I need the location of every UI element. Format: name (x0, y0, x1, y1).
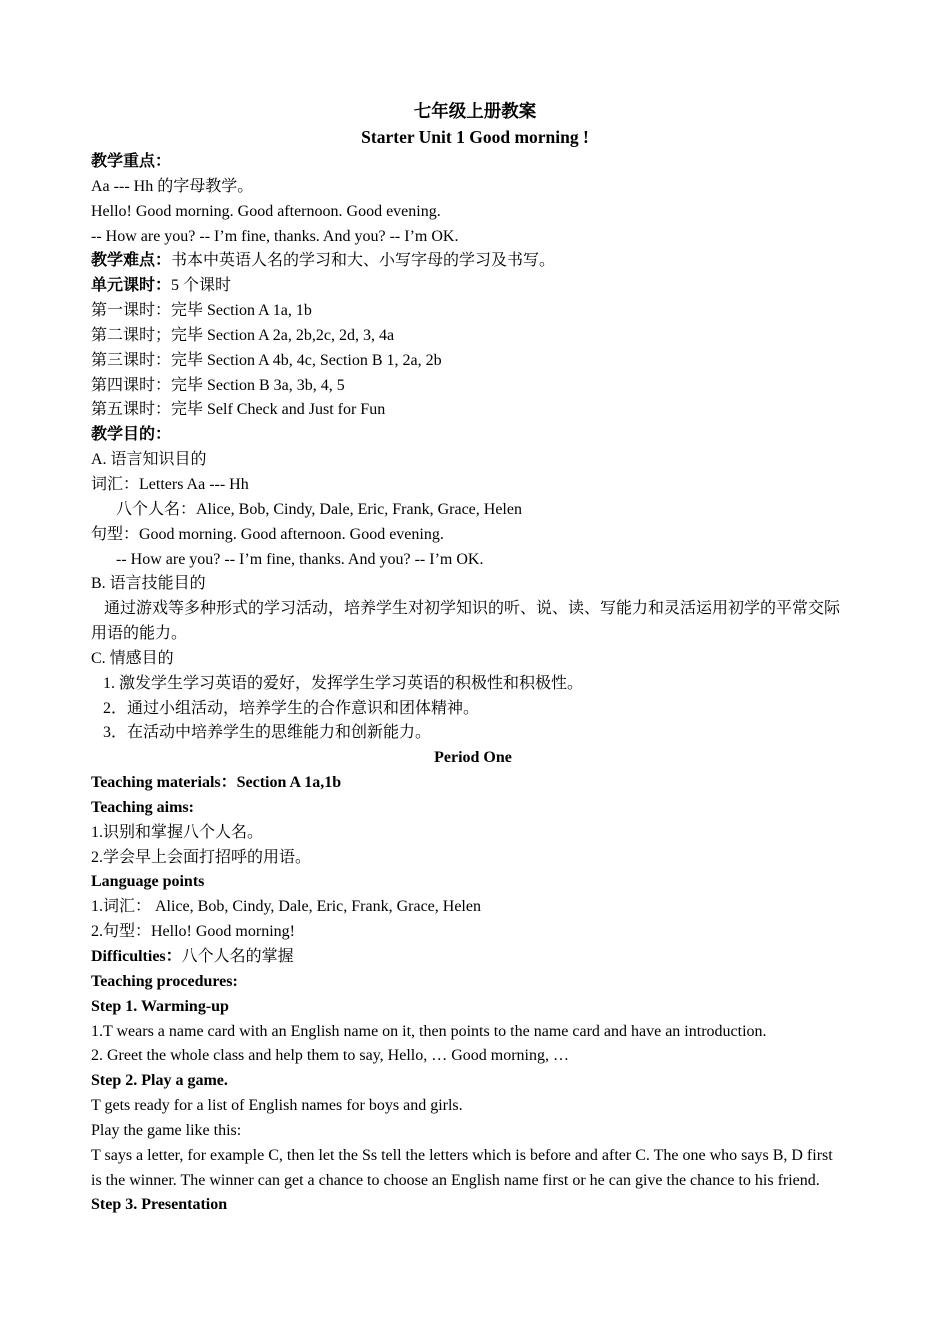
sentences-line-2: -- How are you? -- I’m fine, thanks. And you? -- I’m OK. (116, 550, 484, 568)
difficulties-label: Difficulties： (91, 948, 182, 965)
period-item: 第五课时：完毕 Self Check and Just for Fun (91, 401, 386, 419)
aim-c-item: 3．在活动中培养学生的思维能力和创新能力。 (103, 724, 432, 742)
step-1-heading: Step 1. Warming-up (91, 997, 229, 1015)
step-2-heading: Step 2. Play a game. (91, 1072, 228, 1090)
aim-b-paragraph: 通过游戏等多种形式的学习活动，培养学生对初学知识的听、说、读、写能力和灵活运用初学的平常交际用语的能力。 (91, 600, 841, 643)
aim-c-heading: C. 情感目的 (91, 649, 174, 667)
vocab-line: 词汇：Letters Aa --- Hh (91, 475, 249, 493)
period-item: 第一课时：完毕 Section A 1a, 1b (91, 302, 312, 320)
focus-line-1: Aa --- Hh 的字母教学。 (91, 177, 254, 195)
materials-label: Teaching materials：Section A 1a,1b (91, 774, 342, 792)
step-2-item: Play the game like this: (91, 1121, 242, 1139)
sentences-line: 句型：Good morning. Good afternoon. Good evening. (91, 525, 444, 543)
document-body (91, 98, 851, 1218)
hours-label: 单元课时： (91, 277, 172, 295)
focus-line-3: -- How are you? -- I’m fine, thanks. And you? -- I’m OK. (91, 227, 459, 245)
teaching-aims-label: Teaching aims: (91, 798, 194, 816)
step-3-heading: Step 3. Presentation (91, 1196, 228, 1214)
difficulty-text: 书本中英语人名的学习和大、小写字母的学习及书写。 (171, 252, 556, 270)
aims-label: 教学目的： (91, 426, 172, 444)
language-point-item: 1.词汇： Alice, Bob, Cindy, Dale, Eric, Frank, Grace, Helen (91, 898, 481, 916)
teaching-aim-item: 1.识别和掌握八个人名。 (91, 823, 264, 841)
step-2-item: T gets ready for a list of English names for boys and girls. (91, 1097, 463, 1115)
aim-c-item: 1. 激发学生学习英语的爱好，发挥学生学习英语的积极性和积极性。 (103, 674, 584, 692)
difficulty-label: 教学难点： (91, 252, 172, 270)
period-item: 第二课时；完毕 Section A 2a, 2b,2c, 2d, 3, 4a (91, 326, 395, 344)
difficulties-text: 八个人名的掌握 (181, 948, 294, 965)
teaching-aim-item: 2.学会早上会面打招呼的用语。 (91, 848, 312, 866)
aim-b-heading: B. 语言技能目的 (91, 575, 206, 593)
hours-text: 5 个课时 (171, 277, 232, 295)
title-english: Starter Unit 1 Good morning ! (361, 127, 589, 147)
step-2-paragraph: T says a letter, for example C, then let the Ss tell the letters which is before and after C. The one who says B, D first is the winner. The winner can get a chance to choose an English name first or he can give the chance to his friend. (91, 1146, 833, 1189)
procedures-label: Teaching procedures: (91, 972, 238, 990)
aim-a-heading: A. 语言知识目的 (91, 451, 207, 469)
aim-c-item: 2．通过小组活动，培养学生的合作意识和团体精神。 (103, 699, 480, 717)
step-1-item: 1.T wears a name card with an English name on it, then points to the name card and have an introduction. (91, 1022, 767, 1040)
period-item: 第四课时：完毕 Section B 3a, 3b, 4, 5 (91, 376, 345, 394)
focus-line-2: Hello! Good morning. Good afternoon. Good evening. (91, 202, 441, 220)
period-item: 第三课时：完毕 Section A 4b, 4c, Section B 1, 2a, 2b (91, 351, 442, 369)
language-points-label: Language points (91, 873, 205, 891)
names-line: 八个人名：Alice, Bob, Cindy, Dale, Eric, Frank, Grace, Helen (116, 500, 522, 518)
focus-label: 教学重点： (91, 153, 172, 170)
hours-line (91, 274, 851, 299)
difficulties-line (91, 945, 851, 970)
title-chinese: 七年级上册教案 (413, 101, 537, 121)
language-point-item: 2.句型：Hello! Good morning! (91, 923, 295, 941)
difficulty-line (91, 249, 851, 274)
step-1-item: 2. Greet the whole class and help them to say, Hello, … Good morning, … (91, 1047, 569, 1065)
period-one-heading: Period One (434, 749, 512, 767)
